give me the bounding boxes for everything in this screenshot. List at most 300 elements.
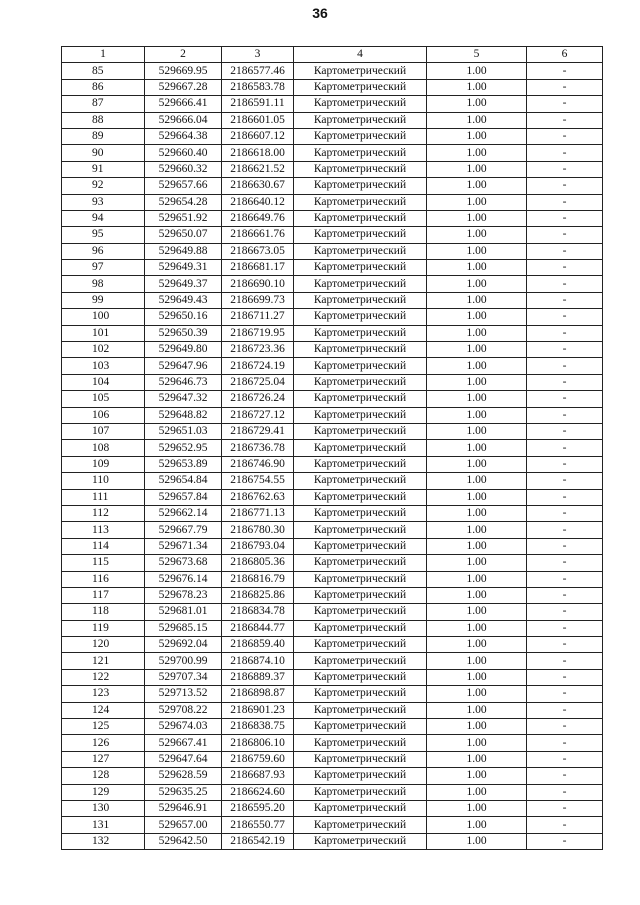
accuracy-cell: 1.00 xyxy=(427,292,527,308)
x-coordinate-cell: 529692.04 xyxy=(145,637,222,653)
point-number-cell: 95 xyxy=(62,227,145,243)
accuracy-cell: 1.00 xyxy=(427,653,527,669)
point-number-cell: 92 xyxy=(62,178,145,194)
y-coordinate-cell: 2186601.05 xyxy=(222,112,294,128)
description-cell: - xyxy=(527,358,603,374)
y-coordinate-cell: 2186759.60 xyxy=(222,751,294,767)
table-row xyxy=(62,653,603,669)
method-cell: Картометрический xyxy=(294,555,427,571)
description-cell: - xyxy=(527,96,603,112)
accuracy-cell: 1.00 xyxy=(427,456,527,472)
x-coordinate-cell: 529666.41 xyxy=(145,96,222,112)
description-cell: - xyxy=(527,227,603,243)
x-coordinate-cell: 529653.89 xyxy=(145,456,222,472)
x-coordinate-cell: 529678.23 xyxy=(145,587,222,603)
y-coordinate-cell: 2186898.87 xyxy=(222,686,294,702)
point-number-cell: 132 xyxy=(62,833,145,849)
accuracy-cell: 1.00 xyxy=(427,374,527,390)
description-cell: - xyxy=(527,620,603,636)
table-row xyxy=(62,489,603,505)
accuracy-cell: 1.00 xyxy=(427,735,527,751)
x-coordinate-cell: 529649.37 xyxy=(145,276,222,292)
accuracy-cell: 1.00 xyxy=(427,505,527,521)
x-coordinate-cell: 529708.22 xyxy=(145,702,222,718)
point-number-cell: 106 xyxy=(62,407,145,423)
point-number-cell: 125 xyxy=(62,719,145,735)
column-header: 5 xyxy=(427,47,527,63)
y-coordinate-cell: 2186724.19 xyxy=(222,358,294,374)
y-coordinate-cell: 2186630.67 xyxy=(222,178,294,194)
accuracy-cell: 1.00 xyxy=(427,161,527,177)
table-row xyxy=(62,391,603,407)
method-cell: Картометрический xyxy=(294,489,427,505)
y-coordinate-cell: 2186859.40 xyxy=(222,637,294,653)
accuracy-cell: 1.00 xyxy=(427,276,527,292)
method-cell: Картометрический xyxy=(294,161,427,177)
description-cell: - xyxy=(527,456,603,472)
point-number-cell: 89 xyxy=(62,128,145,144)
description-cell: - xyxy=(527,440,603,456)
accuracy-cell: 1.00 xyxy=(427,751,527,767)
table-row xyxy=(62,194,603,210)
accuracy-cell: 1.00 xyxy=(427,79,527,95)
accuracy-cell: 1.00 xyxy=(427,669,527,685)
accuracy-cell: 1.00 xyxy=(427,178,527,194)
method-cell: Картометрический xyxy=(294,292,427,308)
method-cell: Картометрический xyxy=(294,63,427,79)
point-number-cell: 97 xyxy=(62,260,145,276)
table-row xyxy=(62,423,603,439)
method-cell: Картометрический xyxy=(294,587,427,603)
accuracy-cell: 1.00 xyxy=(427,719,527,735)
table-row xyxy=(62,145,603,161)
point-number-cell: 100 xyxy=(62,309,145,325)
accuracy-cell: 1.00 xyxy=(427,489,527,505)
x-coordinate-cell: 529649.88 xyxy=(145,243,222,259)
table-row xyxy=(62,620,603,636)
x-coordinate-cell: 529648.82 xyxy=(145,407,222,423)
y-coordinate-cell: 2186673.05 xyxy=(222,243,294,259)
method-cell: Картометрический xyxy=(294,342,427,358)
x-coordinate-cell: 529650.39 xyxy=(145,325,222,341)
table-row xyxy=(62,686,603,702)
x-coordinate-cell: 529652.95 xyxy=(145,440,222,456)
x-coordinate-cell: 529666.04 xyxy=(145,112,222,128)
accuracy-cell: 1.00 xyxy=(427,391,527,407)
accuracy-cell: 1.00 xyxy=(427,571,527,587)
description-cell: - xyxy=(527,538,603,554)
y-coordinate-cell: 2186607.12 xyxy=(222,128,294,144)
point-number-cell: 105 xyxy=(62,391,145,407)
point-number-cell: 121 xyxy=(62,653,145,669)
method-cell: Картометрический xyxy=(294,571,427,587)
x-coordinate-cell: 529700.99 xyxy=(145,653,222,669)
y-coordinate-cell: 2186550.77 xyxy=(222,817,294,833)
table-row xyxy=(62,768,603,784)
point-number-cell: 96 xyxy=(62,243,145,259)
point-number-cell: 124 xyxy=(62,702,145,718)
accuracy-cell: 1.00 xyxy=(427,96,527,112)
method-cell: Картометрический xyxy=(294,325,427,341)
point-number-cell: 128 xyxy=(62,768,145,784)
description-cell: - xyxy=(527,243,603,259)
table-row xyxy=(62,79,603,95)
table-row xyxy=(62,161,603,177)
description-cell: - xyxy=(527,686,603,702)
y-coordinate-cell: 2186746.90 xyxy=(222,456,294,472)
x-coordinate-cell: 529671.34 xyxy=(145,538,222,554)
page-number: 36 xyxy=(312,5,328,21)
table-row xyxy=(62,522,603,538)
method-cell: Картометрический xyxy=(294,620,427,636)
y-coordinate-cell: 2186699.73 xyxy=(222,292,294,308)
point-number-cell: 117 xyxy=(62,587,145,603)
y-coordinate-cell: 2186726.24 xyxy=(222,391,294,407)
x-coordinate-cell: 529647.64 xyxy=(145,751,222,767)
table-header-row xyxy=(62,47,603,63)
description-cell: - xyxy=(527,79,603,95)
x-coordinate-cell: 529660.32 xyxy=(145,161,222,177)
method-cell: Картометрический xyxy=(294,653,427,669)
x-coordinate-cell: 529674.03 xyxy=(145,719,222,735)
y-coordinate-cell: 2186874.10 xyxy=(222,653,294,669)
x-coordinate-cell: 529650.07 xyxy=(145,227,222,243)
table-row xyxy=(62,800,603,816)
y-coordinate-cell: 2186681.17 xyxy=(222,260,294,276)
table-row xyxy=(62,587,603,603)
column-header: 6 xyxy=(527,47,603,63)
accuracy-cell: 1.00 xyxy=(427,227,527,243)
x-coordinate-cell: 529651.92 xyxy=(145,210,222,226)
description-cell: - xyxy=(527,751,603,767)
accuracy-cell: 1.00 xyxy=(427,587,527,603)
description-cell: - xyxy=(527,784,603,800)
point-number-cell: 109 xyxy=(62,456,145,472)
x-coordinate-cell: 529649.31 xyxy=(145,260,222,276)
description-cell: - xyxy=(527,768,603,784)
y-coordinate-cell: 2186649.76 xyxy=(222,210,294,226)
description-cell: - xyxy=(527,555,603,571)
method-cell: Картометрический xyxy=(294,227,427,243)
y-coordinate-cell: 2186595.20 xyxy=(222,800,294,816)
accuracy-cell: 1.00 xyxy=(427,620,527,636)
method-cell: Картометрический xyxy=(294,800,427,816)
description-cell: - xyxy=(527,325,603,341)
y-coordinate-cell: 2186780.30 xyxy=(222,522,294,538)
point-number-cell: 93 xyxy=(62,194,145,210)
description-cell: - xyxy=(527,604,603,620)
description-cell: - xyxy=(527,112,603,128)
method-cell: Картометрический xyxy=(294,604,427,620)
column-header: 1 xyxy=(62,47,145,63)
method-cell: Картометрический xyxy=(294,128,427,144)
accuracy-cell: 1.00 xyxy=(427,309,527,325)
point-number-cell: 114 xyxy=(62,538,145,554)
y-coordinate-cell: 2186583.78 xyxy=(222,79,294,95)
table-row xyxy=(62,637,603,653)
y-coordinate-cell: 2186591.11 xyxy=(222,96,294,112)
accuracy-cell: 1.00 xyxy=(427,210,527,226)
accuracy-cell: 1.00 xyxy=(427,342,527,358)
y-coordinate-cell: 2186723.36 xyxy=(222,342,294,358)
x-coordinate-cell: 529685.15 xyxy=(145,620,222,636)
y-coordinate-cell: 2186889.37 xyxy=(222,669,294,685)
accuracy-cell: 1.00 xyxy=(427,407,527,423)
point-number-cell: 111 xyxy=(62,489,145,505)
accuracy-cell: 1.00 xyxy=(427,423,527,439)
y-coordinate-cell: 2186577.46 xyxy=(222,63,294,79)
accuracy-cell: 1.00 xyxy=(427,604,527,620)
description-cell: - xyxy=(527,391,603,407)
y-coordinate-cell: 2186736.78 xyxy=(222,440,294,456)
description-cell: - xyxy=(527,719,603,735)
point-number-cell: 118 xyxy=(62,604,145,620)
method-cell: Картометрический xyxy=(294,817,427,833)
description-cell: - xyxy=(527,653,603,669)
method-cell: Картометрический xyxy=(294,719,427,735)
table-row xyxy=(62,833,603,849)
method-cell: Картометрический xyxy=(294,260,427,276)
method-cell: Картометрический xyxy=(294,768,427,784)
point-number-cell: 112 xyxy=(62,505,145,521)
point-number-cell: 131 xyxy=(62,817,145,833)
x-coordinate-cell: 529646.91 xyxy=(145,800,222,816)
x-coordinate-cell: 529654.84 xyxy=(145,473,222,489)
method-cell: Картометрический xyxy=(294,391,427,407)
method-cell: Картометрический xyxy=(294,686,427,702)
table-row xyxy=(62,669,603,685)
point-number-cell: 98 xyxy=(62,276,145,292)
y-coordinate-cell: 2186806.10 xyxy=(222,735,294,751)
y-coordinate-cell: 2186793.04 xyxy=(222,538,294,554)
x-coordinate-cell: 529657.84 xyxy=(145,489,222,505)
method-cell: Картометрический xyxy=(294,96,427,112)
point-number-cell: 107 xyxy=(62,423,145,439)
description-cell: - xyxy=(527,161,603,177)
x-coordinate-cell: 529660.40 xyxy=(145,145,222,161)
x-coordinate-cell: 529647.32 xyxy=(145,391,222,407)
y-coordinate-cell: 2186687.93 xyxy=(222,768,294,784)
x-coordinate-cell: 529651.03 xyxy=(145,423,222,439)
table-row xyxy=(62,309,603,325)
table-row xyxy=(62,260,603,276)
accuracy-cell: 1.00 xyxy=(427,817,527,833)
x-coordinate-cell: 529676.14 xyxy=(145,571,222,587)
method-cell: Картометрический xyxy=(294,784,427,800)
column-header: 2 xyxy=(145,47,222,63)
accuracy-cell: 1.00 xyxy=(427,702,527,718)
accuracy-cell: 1.00 xyxy=(427,784,527,800)
y-coordinate-cell: 2186640.12 xyxy=(222,194,294,210)
accuracy-cell: 1.00 xyxy=(427,833,527,849)
accuracy-cell: 1.00 xyxy=(427,522,527,538)
x-coordinate-cell: 529662.14 xyxy=(145,505,222,521)
method-cell: Картометрический xyxy=(294,751,427,767)
coordinates-table xyxy=(61,46,603,850)
method-cell: Картометрический xyxy=(294,440,427,456)
table-row xyxy=(62,178,603,194)
method-cell: Картометрический xyxy=(294,702,427,718)
y-coordinate-cell: 2186621.52 xyxy=(222,161,294,177)
y-coordinate-cell: 2186661.76 xyxy=(222,227,294,243)
y-coordinate-cell: 2186754.55 xyxy=(222,473,294,489)
table-row xyxy=(62,358,603,374)
y-coordinate-cell: 2186690.10 xyxy=(222,276,294,292)
accuracy-cell: 1.00 xyxy=(427,325,527,341)
point-number-cell: 116 xyxy=(62,571,145,587)
y-coordinate-cell: 2186729.41 xyxy=(222,423,294,439)
table-row xyxy=(62,128,603,144)
y-coordinate-cell: 2186844.77 xyxy=(222,620,294,636)
x-coordinate-cell: 529667.28 xyxy=(145,79,222,95)
point-number-cell: 104 xyxy=(62,374,145,390)
description-cell: - xyxy=(527,128,603,144)
description-cell: - xyxy=(527,309,603,325)
x-coordinate-cell: 529647.96 xyxy=(145,358,222,374)
point-number-cell: 126 xyxy=(62,735,145,751)
description-cell: - xyxy=(527,702,603,718)
x-coordinate-cell: 529713.52 xyxy=(145,686,222,702)
table-row xyxy=(62,112,603,128)
x-coordinate-cell: 529649.43 xyxy=(145,292,222,308)
accuracy-cell: 1.00 xyxy=(427,440,527,456)
table-row xyxy=(62,735,603,751)
table-row xyxy=(62,63,603,79)
method-cell: Картометрический xyxy=(294,112,427,128)
description-cell: - xyxy=(527,505,603,521)
method-cell: Картометрический xyxy=(294,522,427,538)
table-row xyxy=(62,374,603,390)
y-coordinate-cell: 2186542.19 xyxy=(222,833,294,849)
description-cell: - xyxy=(527,210,603,226)
y-coordinate-cell: 2186624.60 xyxy=(222,784,294,800)
table-row xyxy=(62,210,603,226)
method-cell: Картометрический xyxy=(294,735,427,751)
description-cell: - xyxy=(527,522,603,538)
y-coordinate-cell: 2186719.95 xyxy=(222,325,294,341)
table-row xyxy=(62,505,603,521)
point-number-cell: 119 xyxy=(62,620,145,636)
description-cell: - xyxy=(527,473,603,489)
point-number-cell: 88 xyxy=(62,112,145,128)
x-coordinate-cell: 529667.79 xyxy=(145,522,222,538)
accuracy-cell: 1.00 xyxy=(427,800,527,816)
point-number-cell: 110 xyxy=(62,473,145,489)
x-coordinate-cell: 529654.28 xyxy=(145,194,222,210)
description-cell: - xyxy=(527,145,603,161)
method-cell: Картометрический xyxy=(294,374,427,390)
accuracy-cell: 1.00 xyxy=(427,768,527,784)
y-coordinate-cell: 2186618.00 xyxy=(222,145,294,161)
point-number-cell: 101 xyxy=(62,325,145,341)
table-row xyxy=(62,325,603,341)
table-row xyxy=(62,473,603,489)
table-row xyxy=(62,227,603,243)
y-coordinate-cell: 2186725.04 xyxy=(222,374,294,390)
accuracy-cell: 1.00 xyxy=(427,358,527,374)
accuracy-cell: 1.00 xyxy=(427,686,527,702)
x-coordinate-cell: 529646.73 xyxy=(145,374,222,390)
point-number-cell: 113 xyxy=(62,522,145,538)
point-number-cell: 86 xyxy=(62,79,145,95)
y-coordinate-cell: 2186838.75 xyxy=(222,719,294,735)
accuracy-cell: 1.00 xyxy=(427,473,527,489)
method-cell: Картометрический xyxy=(294,538,427,554)
table-row xyxy=(62,751,603,767)
y-coordinate-cell: 2186816.79 xyxy=(222,571,294,587)
x-coordinate-cell: 529681.01 xyxy=(145,604,222,620)
table-body xyxy=(62,63,603,850)
y-coordinate-cell: 2186771.13 xyxy=(222,505,294,521)
accuracy-cell: 1.00 xyxy=(427,555,527,571)
point-number-cell: 90 xyxy=(62,145,145,161)
method-cell: Картометрический xyxy=(294,833,427,849)
x-coordinate-cell: 529642.50 xyxy=(145,833,222,849)
column-header: 3 xyxy=(222,47,294,63)
x-coordinate-cell: 529628.59 xyxy=(145,768,222,784)
accuracy-cell: 1.00 xyxy=(427,145,527,161)
point-number-cell: 99 xyxy=(62,292,145,308)
description-cell: - xyxy=(527,374,603,390)
method-cell: Картометрический xyxy=(294,194,427,210)
method-cell: Картометрический xyxy=(294,637,427,653)
y-coordinate-cell: 2186834.78 xyxy=(222,604,294,620)
point-number-cell: 115 xyxy=(62,555,145,571)
description-cell: - xyxy=(527,194,603,210)
point-number-cell: 103 xyxy=(62,358,145,374)
point-number-cell: 127 xyxy=(62,751,145,767)
point-number-cell: 108 xyxy=(62,440,145,456)
description-cell: - xyxy=(527,407,603,423)
method-cell: Картометрический xyxy=(294,309,427,325)
method-cell: Картометрический xyxy=(294,423,427,439)
table-row xyxy=(62,784,603,800)
method-cell: Картометрический xyxy=(294,210,427,226)
method-cell: Картометрический xyxy=(294,79,427,95)
description-cell: - xyxy=(527,669,603,685)
table-row xyxy=(62,538,603,554)
table-row xyxy=(62,407,603,423)
table-row xyxy=(62,817,603,833)
description-cell: - xyxy=(527,637,603,653)
accuracy-cell: 1.00 xyxy=(427,243,527,259)
accuracy-cell: 1.00 xyxy=(427,112,527,128)
table-row xyxy=(62,719,603,735)
point-number-cell: 122 xyxy=(62,669,145,685)
accuracy-cell: 1.00 xyxy=(427,194,527,210)
x-coordinate-cell: 529664.38 xyxy=(145,128,222,144)
description-cell: - xyxy=(527,276,603,292)
table-row xyxy=(62,276,603,292)
x-coordinate-cell: 529650.16 xyxy=(145,309,222,325)
method-cell: Картометрический xyxy=(294,505,427,521)
description-cell: - xyxy=(527,800,603,816)
method-cell: Картометрический xyxy=(294,669,427,685)
description-cell: - xyxy=(527,587,603,603)
description-cell: - xyxy=(527,817,603,833)
x-coordinate-cell: 529635.25 xyxy=(145,784,222,800)
x-coordinate-cell: 529667.41 xyxy=(145,735,222,751)
method-cell: Картометрический xyxy=(294,276,427,292)
table-row xyxy=(62,555,603,571)
description-cell: - xyxy=(527,63,603,79)
x-coordinate-cell: 529669.95 xyxy=(145,63,222,79)
method-cell: Картометрический xyxy=(294,243,427,259)
table-row xyxy=(62,604,603,620)
description-cell: - xyxy=(527,423,603,439)
accuracy-cell: 1.00 xyxy=(427,637,527,653)
point-number-cell: 102 xyxy=(62,342,145,358)
